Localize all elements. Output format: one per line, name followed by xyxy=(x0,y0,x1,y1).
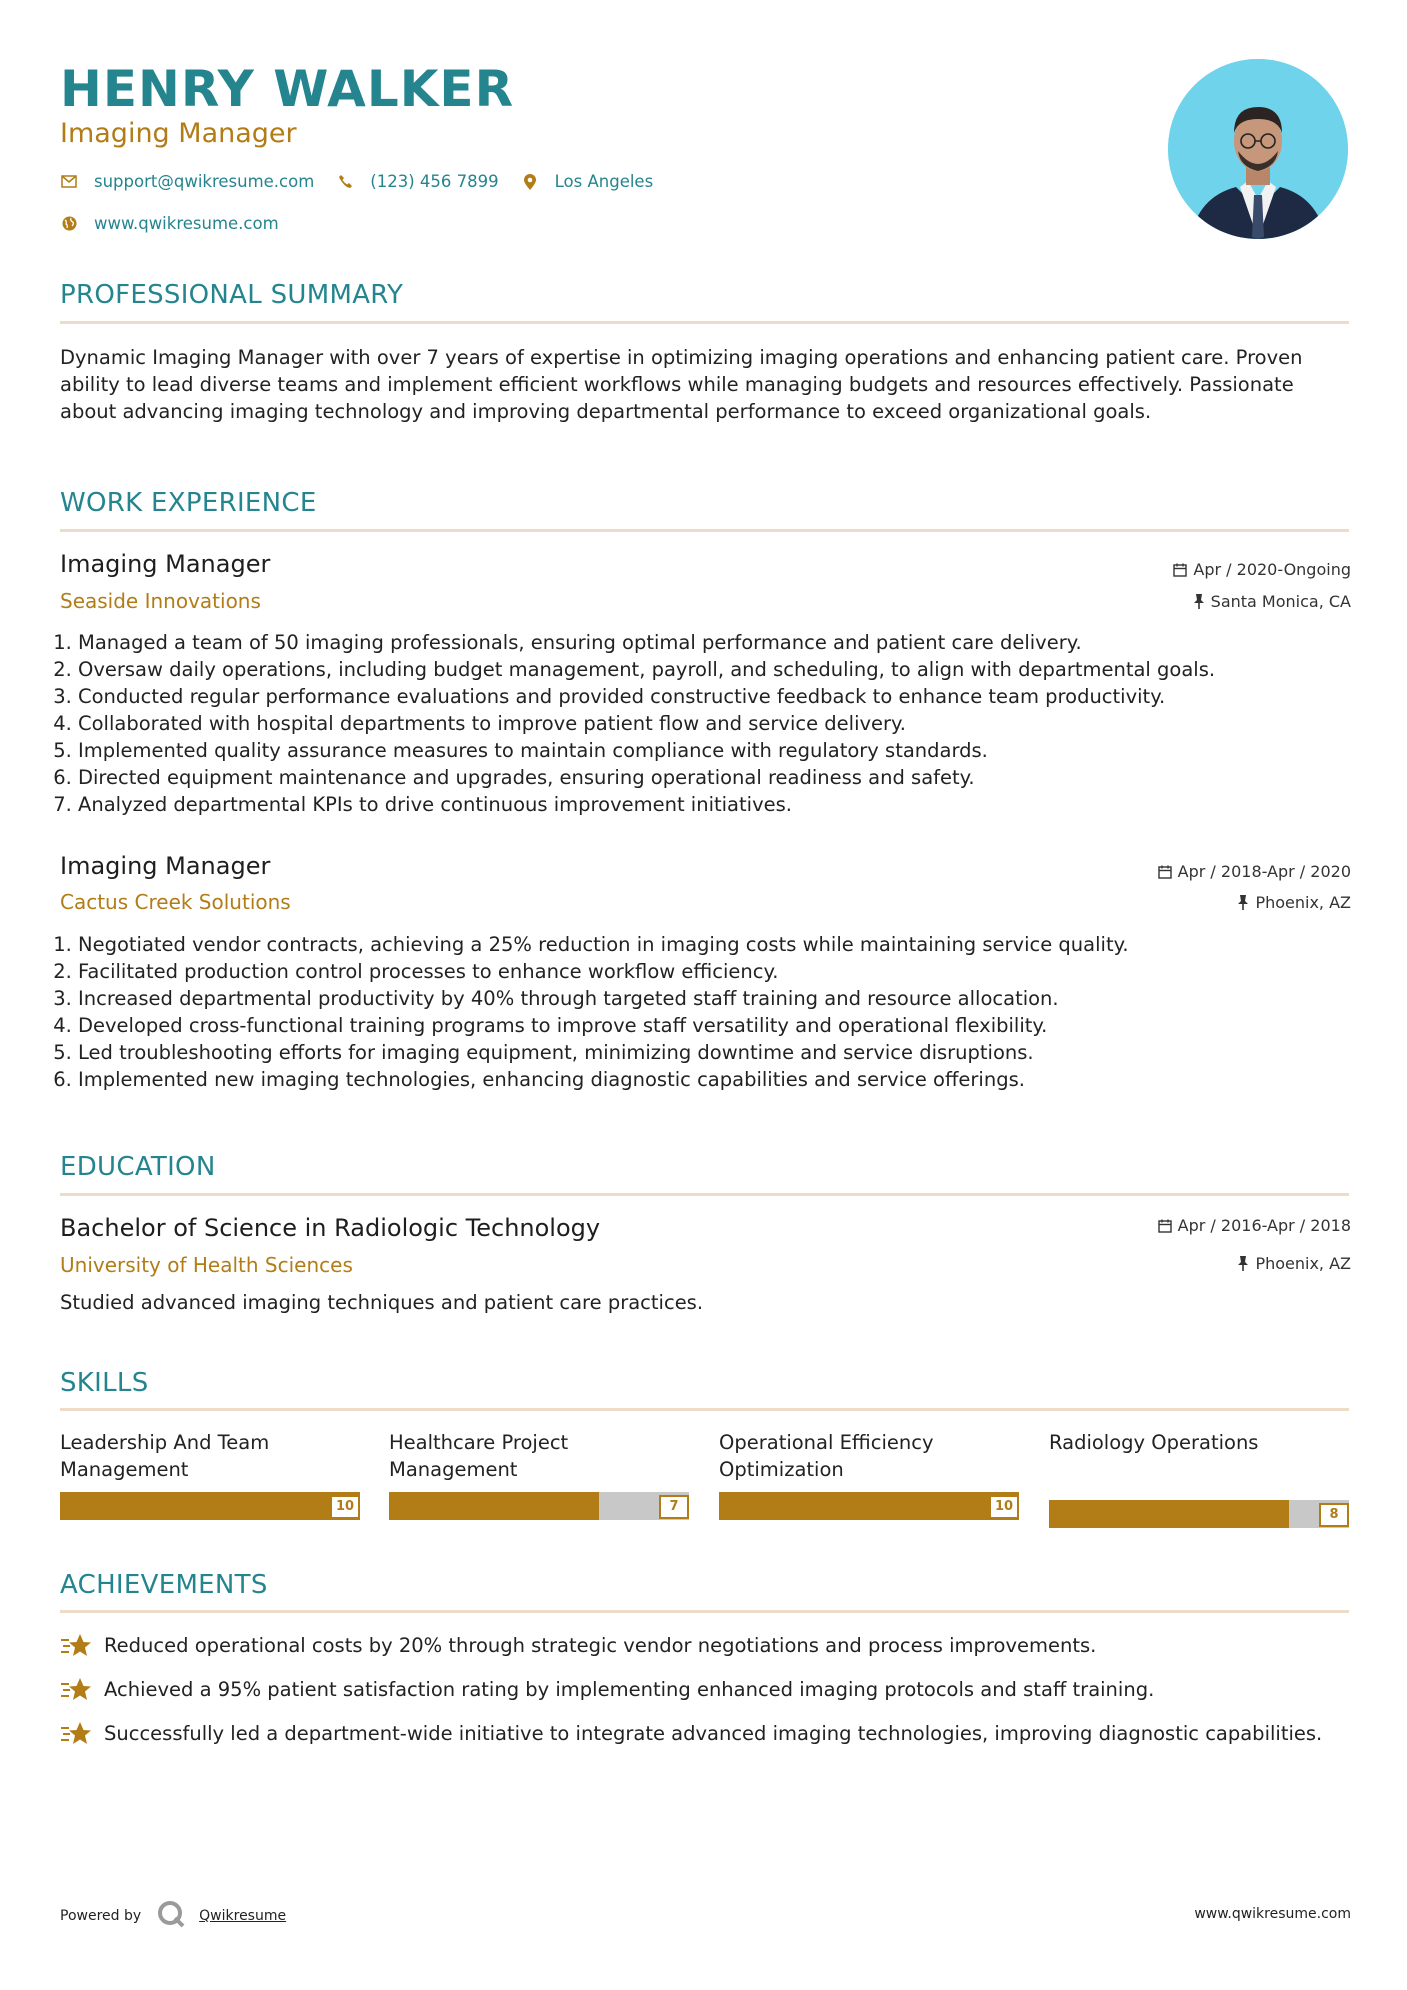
phone-text: (123) 456 7899 xyxy=(370,172,499,191)
footer-powered-by xyxy=(60,1900,286,1932)
envelope-icon xyxy=(60,173,78,191)
education-heading: EDUCATION xyxy=(60,1152,216,1182)
calendar-icon xyxy=(1158,1219,1172,1233)
calendar-icon xyxy=(1158,865,1172,879)
education-school: University of Health Sciences xyxy=(60,1253,353,1277)
skill-level-fill xyxy=(60,1492,360,1520)
job-dates-text: Apr / 2020-Ongoing xyxy=(1193,560,1351,579)
education-location xyxy=(1237,1254,1351,1273)
skill-name: Operational Efficiency Optimization xyxy=(719,1431,934,1481)
summary-text: Dynamic Imaging Manager with over 7 years of expertise in optimizing imaging operations and enhancing patient care. Proven ability to lead diverse teams and implement efficient workflows while managing budgets and resources effectively. Passionate about advancing imaging technology and improving departmental performance to exceed organizational goals. xyxy=(60,346,1303,423)
section-divider xyxy=(60,321,1349,324)
brand-link[interactable]: Qwikresume xyxy=(199,1908,287,1924)
job-bullet: 4. Developed cross-functional training programs to improve staff versatility and operational flexibility. xyxy=(78,1012,1348,1039)
star-icon xyxy=(60,1632,92,1660)
phone-icon xyxy=(336,173,354,191)
profile-photo xyxy=(1168,59,1348,239)
resume-page xyxy=(60,0,1351,1990)
skill-level-number: 7 xyxy=(659,1495,689,1519)
job-bullet: 3. Conducted regular performance evaluations and provided constructive feedback to enhance team productivity. xyxy=(78,683,1348,710)
skill-name: Radiology Operations xyxy=(1049,1431,1259,1454)
skill-level-bar xyxy=(60,1492,360,1520)
qwikresume-logo-icon xyxy=(157,1900,185,1932)
job-bullets xyxy=(60,629,1348,818)
location-text: Los Angeles xyxy=(554,172,654,191)
job-bullet: 1. Managed a team of 50 imaging professionals, ensuring optimal performance and patient care delivery. xyxy=(78,629,1348,656)
job-bullet: 7. Analyzed departmental KPIs to drive continuous improvement initiatives. xyxy=(78,791,1348,818)
contact-row xyxy=(60,172,675,191)
education-degree: Bachelor of Science in Radiologic Technology xyxy=(60,1214,601,1242)
job-company: Seaside Innovations xyxy=(60,589,261,613)
skill-level-bar xyxy=(389,1492,689,1520)
pushpin-icon xyxy=(1237,895,1249,910)
job-dates-text: Apr / 2018-Apr / 2020 xyxy=(1177,862,1351,881)
skill-name: Leadership And Team Management xyxy=(60,1431,270,1481)
job-location xyxy=(1193,592,1351,611)
star-icon xyxy=(60,1720,92,1748)
job-bullet: 6. Implemented new imaging technologies, enhancing diagnostic capabilities and service offerings. xyxy=(78,1066,1348,1093)
job-bullet: 2. Facilitated production control processes to enhance workflow efficiency. xyxy=(78,958,1348,985)
job-title: Imaging Manager xyxy=(60,550,271,578)
skill-level-number: 10 xyxy=(330,1495,360,1519)
skill-item xyxy=(719,1429,1019,1520)
job-dates xyxy=(1158,862,1351,881)
section-divider xyxy=(60,529,1349,532)
achievement-item xyxy=(60,1720,1351,1748)
job-bullet: 2. Oversaw daily operations, including budget management, payroll, and scheduling, to align with departmental goals. xyxy=(78,656,1348,683)
job-bullet: 1. Negotiated vendor contracts, achieving a 25% reduction in imaging costs while maintaining service quality. xyxy=(78,931,1348,958)
job-bullet: 4. Collaborated with hospital departments to improve patient flow and service delivery. xyxy=(78,710,1348,737)
skills-heading: SKILLS xyxy=(60,1368,149,1398)
job-location-text: Santa Monica, CA xyxy=(1210,592,1351,611)
contact-location xyxy=(521,172,654,191)
achievement-text: Reduced operational costs by 20% through strategic vendor negotiations and process improvements. xyxy=(104,1634,1097,1657)
skill-level-bar xyxy=(719,1492,1019,1520)
job-bullet: 5. Led troubleshooting efforts for imaging equipment, minimizing downtime and service disruptions. xyxy=(78,1039,1348,1066)
skill-level-bar xyxy=(1049,1500,1349,1528)
section-divider xyxy=(60,1408,1349,1411)
job-dates xyxy=(1173,560,1351,579)
job-location xyxy=(1237,893,1351,912)
job-location-text: Phoenix, AZ xyxy=(1255,893,1351,912)
map-pin-icon xyxy=(521,173,539,191)
globe-icon xyxy=(60,215,78,233)
powered-by-label: Powered by xyxy=(60,1908,142,1924)
skill-item xyxy=(60,1429,360,1520)
job-title: Imaging Manager xyxy=(60,852,271,880)
skill-level-fill xyxy=(719,1492,1019,1520)
calendar-icon xyxy=(1173,563,1187,577)
footer-website[interactable]: www.qwikresume.com xyxy=(1194,1906,1351,1922)
education-location-text: Phoenix, AZ xyxy=(1255,1254,1351,1273)
skill-level-number: 10 xyxy=(989,1495,1019,1519)
contact-website[interactable] xyxy=(60,214,279,233)
pushpin-icon xyxy=(1193,594,1205,609)
experience-heading: WORK EXPERIENCE xyxy=(60,488,317,518)
section-divider xyxy=(60,1193,1349,1196)
skill-level-fill xyxy=(1049,1500,1289,1528)
star-icon xyxy=(60,1676,92,1704)
skill-item xyxy=(389,1429,689,1520)
summary-heading: PROFESSIONAL SUMMARY xyxy=(60,280,404,310)
website-text: www.qwikresume.com xyxy=(94,214,279,233)
education-dates-text: Apr / 2016-Apr / 2018 xyxy=(1177,1216,1351,1235)
achievement-text: Successfully led a department-wide initiative to integrate advanced imaging technologies, improving diagnostic capabilities. xyxy=(104,1722,1323,1745)
job-bullet: 3. Increased departmental productivity by 40% through targeted staff training and resource allocation. xyxy=(78,985,1348,1012)
job-bullets xyxy=(60,931,1348,1093)
section-divider xyxy=(60,1610,1349,1613)
achievements-heading: ACHIEVEMENTS xyxy=(60,1570,268,1600)
contact-email[interactable] xyxy=(60,172,314,191)
education-description: Studied advanced imaging techniques and patient care practices. xyxy=(60,1291,704,1314)
achievement-item xyxy=(60,1676,1351,1704)
skill-name: Healthcare Project Management xyxy=(389,1431,569,1481)
achievement-item xyxy=(60,1632,1351,1660)
education-dates xyxy=(1158,1216,1351,1235)
contact-row xyxy=(60,214,301,233)
candidate-name: HENRY WALKER xyxy=(60,60,515,118)
contact-phone[interactable] xyxy=(336,172,498,191)
candidate-role: Imaging Manager xyxy=(60,118,297,149)
skill-level-number: 8 xyxy=(1319,1503,1349,1527)
pushpin-icon xyxy=(1237,1256,1249,1271)
skill-level-fill xyxy=(389,1492,599,1520)
skill-item xyxy=(1049,1429,1349,1522)
achievement-text: Achieved a 95% patient satisfaction rating by implementing enhanced imaging protocols and staff training. xyxy=(104,1678,1155,1701)
job-company: Cactus Creek Solutions xyxy=(60,890,291,914)
job-bullet: 5. Implemented quality assurance measures to maintain compliance with regulatory standards. xyxy=(78,737,1348,764)
email-text: support@qwikresume.com xyxy=(94,172,315,191)
job-bullet: 6. Directed equipment maintenance and upgrades, ensuring operational readiness and safety. xyxy=(78,764,1348,791)
